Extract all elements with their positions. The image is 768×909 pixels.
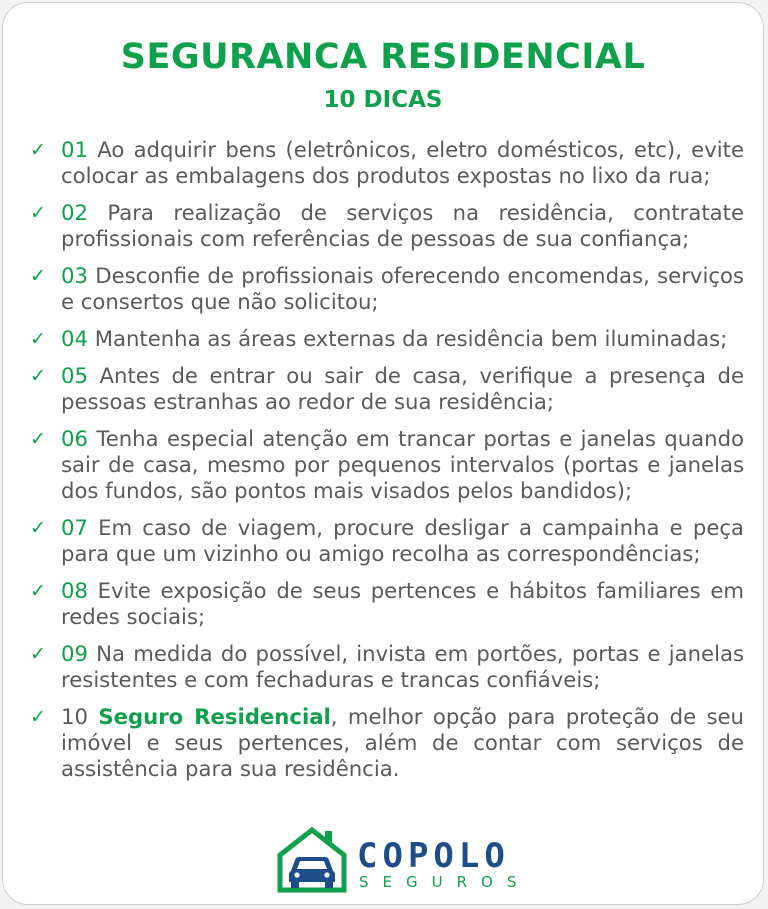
tip-item-08: [28, 578, 744, 630]
check-icon: ✓: [30, 202, 46, 224]
tips-list: [28, 137, 744, 793]
tip-text: Em caso de viagem, procure desligar a campainha e peça para que um vizinho ou amigo recolha as correspondências;: [61, 515, 744, 566]
tip-number: 06: [61, 426, 88, 451]
check-icon: ✓: [30, 428, 46, 450]
check-icon: ✓: [30, 328, 46, 350]
tip-text: Desconfie de profissionais oferecendo encomendas, serviços e consertos que não solicitou;: [61, 263, 744, 314]
tips-card: [2, 2, 764, 905]
tip-number: 08: [61, 578, 88, 603]
tip-number: 07: [61, 515, 88, 540]
check-icon: ✓: [30, 517, 46, 539]
logo-wordmark: COPOLO: [357, 836, 510, 876]
tip-number: 01: [61, 137, 88, 162]
tip-number: 05: [61, 363, 88, 388]
tip-item-06: [28, 426, 744, 504]
tip-text: Na medida do possível, invista em portões, portas e janelas resistentes e com fechaduras e trancas confiáveis;: [61, 641, 744, 692]
tip-item-03: [28, 263, 744, 315]
tip-number: 03: [61, 263, 88, 288]
tip-item-09: [28, 641, 744, 693]
tip-item-07: [28, 515, 744, 567]
copolo-logo: [277, 825, 531, 895]
check-icon: ✓: [30, 580, 46, 602]
tip-text: , melhor opção para proteção de seu imóvel e seus pertences, além de contar com serviços de assistência para sua residência.: [61, 704, 744, 781]
check-icon: ✓: [30, 643, 46, 665]
check-icon: ✓: [30, 365, 46, 387]
tip-text: Ao adquirir bens (eletrônicos, eletro domésticos, etc), evite colocar as embalagens dos produtos expostas no lixo da rua;: [61, 137, 744, 188]
tip-item-02: [28, 200, 744, 252]
tip-item-04: [28, 326, 744, 352]
tip-item-10: [28, 704, 744, 782]
check-icon: ✓: [30, 706, 46, 728]
tip-text: Mantenha as áreas externas da residência bem iluminadas;: [87, 326, 728, 351]
house-car-icon: [277, 827, 347, 893]
tip-text: Evite exposição de seus pertences e hábitos familiares em redes sociais;: [61, 578, 744, 629]
tip-text: Antes de entrar ou sair de casa, verifique a presença de pessoas estranhas ao redor de sua residência;: [61, 363, 744, 414]
tip-text: Tenha especial atenção em trancar portas e janelas quando sair de casa, mesmo por pequenos intervalos (portas e janelas dos fundos, são pontos mais visados pelos bandidos);: [61, 426, 744, 503]
tip-item-01: [28, 137, 744, 189]
check-icon: ✓: [30, 139, 46, 161]
check-icon: ✓: [30, 265, 46, 287]
tip-number: 04: [61, 326, 88, 351]
page-title: SEGURANCA RESIDENCIAL: [120, 37, 646, 77]
logo-tagline: SEGUROS: [359, 873, 531, 891]
tip-number: 02: [61, 200, 88, 225]
page-subtitle: 10 DICAS: [323, 87, 443, 113]
tip-highlight: Seguro Residencial: [98, 704, 331, 729]
tip-number: 09: [61, 641, 88, 666]
tip-text: Para realização de serviços na residência, contratate profissionais com referências de pessoas de sua confiança;: [61, 200, 744, 251]
tip-item-05: [28, 363, 744, 415]
tip-number: 10: [61, 704, 88, 729]
